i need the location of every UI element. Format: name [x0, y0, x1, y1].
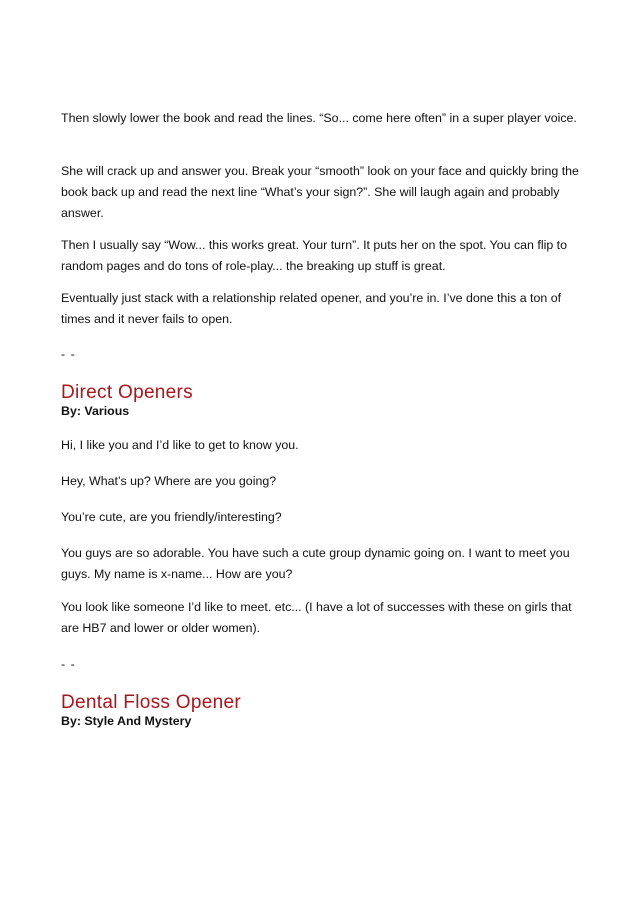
section-separator: - -: [61, 347, 76, 361]
paragraph: You look like someone I’d like to meet. etc... (I have a lot of successes with these on girls that are HB7 and lower or older women).: [61, 600, 572, 635]
paragraph: Eventually just stack with a relationship related opener, and you’re in. I’ve done this a ton of times and it never fails to open.: [61, 291, 562, 326]
paragraph: Hi, I like you and I’d like to get to know you.: [61, 438, 299, 452]
paragraph: You’re cute, are you friendly/interesting?: [61, 510, 282, 524]
paragraph: You guys are so adorable. You have such a cute group dynamic going on. I want to meet you guys. My name is x-name... How are you?: [61, 546, 570, 581]
section-byline: By: Various: [61, 404, 130, 418]
section-title-dental-floss-opener: Dental Floss Opener: [61, 692, 241, 713]
paragraph: Then I usually say “Wow... this works great. Your turn”. It puts her on the spot. You can flip to random pages and do tons of role-play... the breaking up stuff is great.: [61, 238, 567, 273]
paragraph: She will crack up and answer you. Break your “smooth” look on your face and quickly bring the book back up and read the next line “What’s your sign?”. She will laugh again and probably answer.: [61, 164, 579, 220]
section-byline: By: Style And Mystery: [61, 714, 192, 728]
paragraph: Hey, What’s up? Where are you going?: [61, 474, 277, 488]
section-separator: - -: [61, 657, 76, 671]
paragraph: Then slowly lower the book and read the lines. “So... come here often” in a super player voice.: [61, 111, 577, 125]
section-title-direct-openers: Direct Openers: [61, 382, 193, 403]
